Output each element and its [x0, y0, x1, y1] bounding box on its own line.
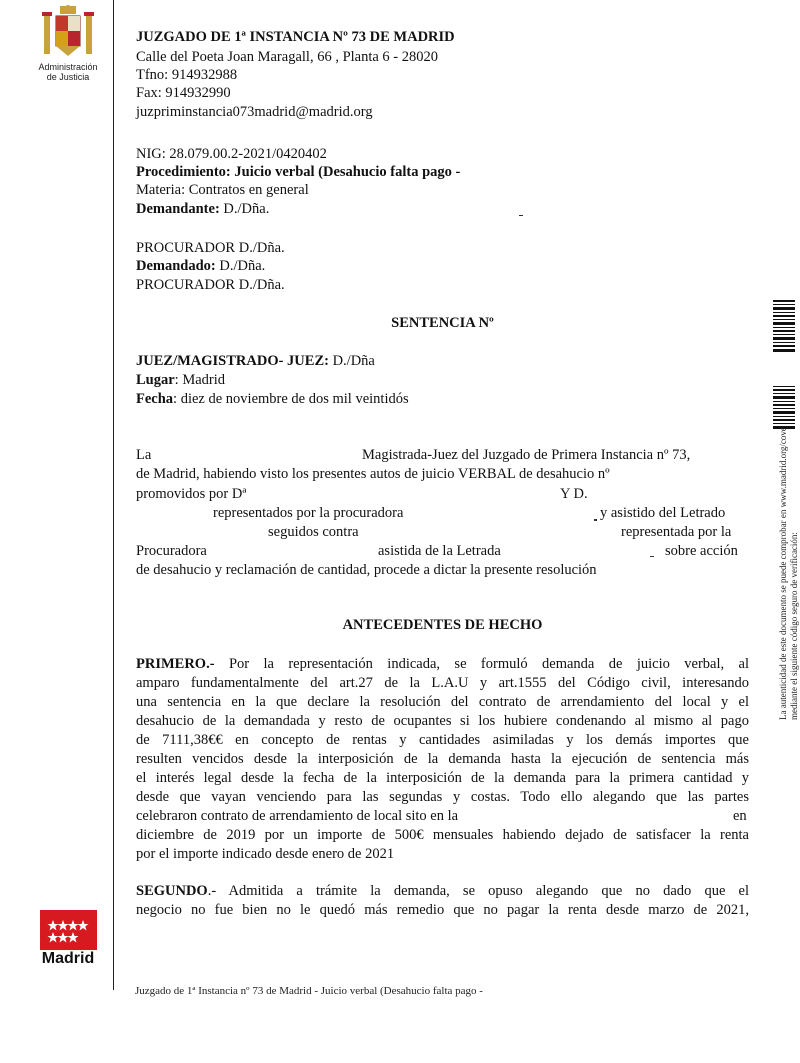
verification-line: La autenticidad de este documento se puede comprobar en www.madrid.org/cove: [778, 427, 788, 720]
lugar: [136, 371, 225, 389]
demandado: [136, 257, 265, 275]
intro-fragment: seguidos contra: [268, 524, 359, 540]
juez-label: JUEZ/MAGISTRADO- JUEZ:: [136, 353, 329, 369]
segundo-line: negocio no fue bien no le quedó más remedio que no pagar la renta desde marzo de 2021,: [136, 902, 749, 918]
primero-line: celebraron contrato de arrendamiento de local sito en la: [136, 808, 459, 824]
procedimiento: [136, 163, 460, 181]
intro-fragment: Y D.: [560, 486, 588, 502]
sentencia-title: SENTENCIA Nº: [391, 315, 494, 331]
demandante-label: Demandante:: [136, 201, 220, 217]
antecedentes-title: ANTECEDENTES DE HECHO: [342, 617, 543, 633]
segundo-line: [136, 882, 749, 900]
intro-fragment: La: [136, 447, 152, 463]
segundo-label: SEGUNDO: [136, 883, 208, 899]
coat-of-arms-icon: [38, 4, 98, 64]
court-phone: Tfno: 914932988: [136, 67, 238, 83]
primero-line-end: en: [733, 808, 747, 824]
court-address: Calle del Poeta Joan Maragall, 66 , Planta 6 - 28020: [136, 49, 439, 65]
court-fax: Fax: 914932990: [136, 85, 231, 101]
demandado-label: Demandado:: [136, 258, 216, 274]
madrid-label: Madrid: [41, 950, 95, 967]
court-email: juzpriminstancia073madrid@madrid.org: [136, 104, 373, 120]
primero-line: amparo fundamentalmente del art.27 de la L.A.U y art.1555 del Código civil, interesando: [136, 675, 749, 691]
primero-line: desahucio de la demandada y resto de ocupantes si los hubiere condenando al mismo al pago: [136, 713, 749, 729]
redaction-mark: [594, 519, 597, 521]
juez: [136, 352, 375, 370]
segundo-text: .- Admitida a trámite la demanda, se opuso alegando que no dado que el: [207, 883, 749, 899]
admin-label-line: de Justicia: [46, 72, 90, 82]
redaction-mark: [650, 556, 654, 557]
primero-line: una sentencia en la que declare la resolución del contrato de arrendamiento del local y el: [136, 694, 749, 710]
intro-fragment: Magistrada-Juez del Juzgado de Primera Instancia nº 73,: [362, 447, 691, 463]
procurador-demandante: PROCURADOR D./Dña.: [136, 240, 285, 256]
intro-fragment: promovidos por Dª: [136, 486, 247, 502]
fecha-label: Fecha: [136, 391, 174, 407]
court-name: JUZGADO DE 1ª INSTANCIA Nº 73 DE MADRID: [136, 29, 455, 45]
procedimiento-label: Procedimiento:: [136, 164, 231, 180]
nig: NIG: 28.079.00.2-2021/0420402: [136, 146, 327, 162]
juez-value: D./Dña: [328, 353, 375, 369]
primero-label: PRIMERO.-: [136, 656, 215, 672]
intro-fragment: asistida de la Letrada: [378, 543, 501, 559]
admin-label-line: Administración: [38, 62, 98, 72]
primero-line: resulten vencidos desde la interposición de la demanda hasta la ejecución de sentencia más: [136, 751, 749, 767]
page-footer: Juzgado de 1ª Instancia nº 73 de Madrid - Juicio verbal (Desahucio falta pago -: [135, 985, 483, 997]
procurador-demandado: PROCURADOR D./Dña.: [136, 277, 285, 293]
materia: Materia: Contratos en general: [136, 182, 309, 198]
margin-line: [113, 0, 114, 990]
procedimiento-value: Juicio verbal (Desahucio falta pago -: [230, 164, 461, 180]
primero-text: Por la representación indicada, se formuló demanda de juicio verbal, al: [214, 656, 749, 672]
intro-fragment: sobre acción: [665, 543, 738, 559]
demandante-value: D./Dña.: [219, 201, 270, 217]
primero-line: [136, 655, 749, 673]
primero-line: por el importe indicado desde enero de 2021: [136, 846, 395, 862]
lugar-value: : Madrid: [174, 372, 226, 388]
verification-line: mediante el siguiente código seguro de verificación:: [789, 532, 799, 720]
admin-label: [28, 62, 108, 82]
demandante: [136, 200, 269, 218]
fecha: [136, 390, 409, 408]
demandado-value: D./Dña.: [215, 258, 266, 274]
intro-fragment: de Madrid, habiendo visto los presentes autos de juicio VERBAL de desahucio nº: [136, 466, 610, 482]
primero-line: de 7111,38€€ en concepto de rentas y cantidades asimiladas y los demás importes que: [136, 732, 749, 748]
intro-fragment: Procuradora: [136, 543, 207, 559]
lugar-label: Lugar: [136, 372, 175, 388]
intro-fragment: representada por la: [621, 524, 732, 540]
primero-line: el interés legal desde la fecha de la interposición de la demanda para la primera cantidad y: [136, 770, 749, 786]
fecha-value: : diez de noviembre de dos mil veintidós: [173, 391, 409, 407]
primero-line: desde que vayan venciendo para las segundas y costas. Todo ello alegando que las partes: [136, 789, 749, 805]
primero-line: diciembre de 2019 por un importe de 500€ mensuales habiendo dejado de satisfacer la renta: [136, 827, 749, 843]
intro-fragment: y asistido del Letrado: [600, 505, 726, 521]
redaction-mark: [519, 215, 523, 216]
madrid-logo-icon: [40, 910, 97, 950]
verification-note: [778, 300, 800, 720]
intro-fragment: representados por la procuradora: [213, 505, 404, 521]
intro-fragment: de desahucio y reclamación de cantidad, procede a dictar la presente resolución: [136, 562, 597, 578]
